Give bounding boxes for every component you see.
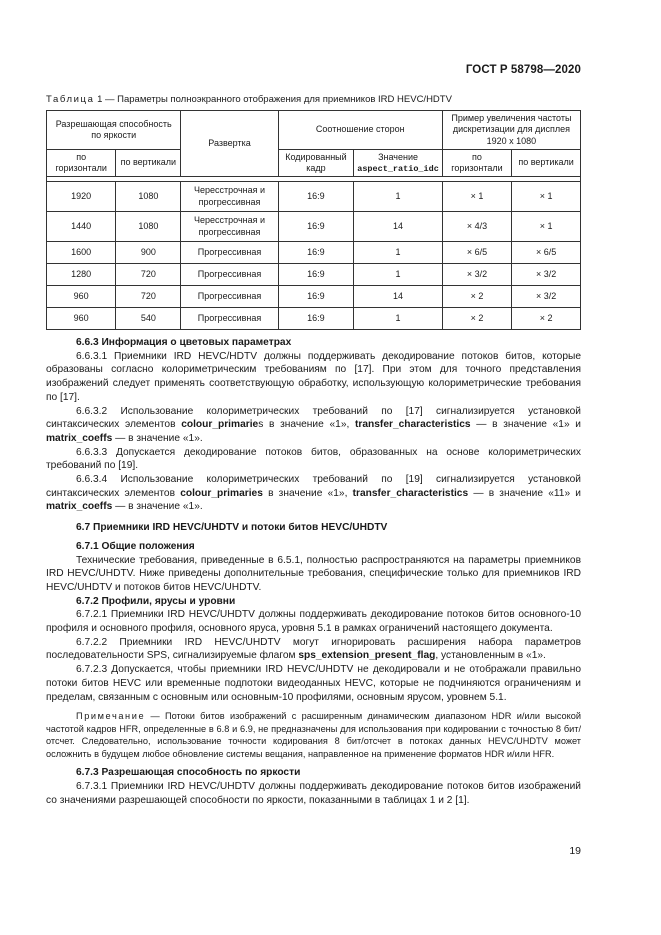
- syntax-element: colour_primaries: [180, 487, 263, 499]
- cell-up-horizontal: × 3/2: [442, 264, 511, 286]
- cell-up-vertical: × 1: [512, 212, 581, 242]
- page-number: 19: [569, 845, 581, 857]
- cell-aspect-idc: 1: [354, 242, 443, 264]
- cell-aspect-idc: 1: [354, 308, 443, 330]
- text-run: 6.7.2.2 Приемники IRD HEVC/UHDTV могут игнорировать расширения набора параметров последовательности SPS, сигнализируемые флагом: [46, 636, 581, 662]
- table-row: [47, 182, 581, 212]
- cell-scan: Прогрессивная: [181, 264, 278, 286]
- header-up-horizontal: по горизонтали: [442, 150, 511, 177]
- cell-up-horizontal: × 4/3: [442, 212, 511, 242]
- cell-aspect-idc: 14: [354, 212, 443, 242]
- cell-up-vertical: × 6/5: [512, 242, 581, 264]
- cell-coded-frame: 16:9: [278, 264, 354, 286]
- cell-horizontal: 960: [47, 308, 116, 330]
- text-run: 6.6.3.2 Использование колориметрических требований по [17] сигнализируется установкой синтаксических элементов: [46, 405, 581, 431]
- cell-coded-frame: 16:9: [278, 182, 354, 212]
- note-label: Примечание: [76, 711, 146, 722]
- paragraph-6-7-2-3: 6.7.2.3 Допускается, чтобы приемники IRD HEVC/UHDTV не декодировали и не отображали правильно потоки битов HEVC или временные подпотоки видеоданных HEVC, которые не подчиняются ограничениям и пределам, связанным с основным или основным-10 профилями, основным ярусом, уровнем 5.1.: [46, 664, 581, 703]
- syntax-element: sps_extension_present_flag: [298, 650, 436, 662]
- cell-horizontal: 1920: [47, 182, 116, 212]
- cell-coded-frame: 16:9: [278, 308, 354, 330]
- cell-up-horizontal: × 2: [442, 286, 511, 308]
- table-caption-prefix: Таблица: [46, 94, 95, 105]
- text-run: — в значение «1».: [112, 501, 203, 513]
- header-coded-frame: Кодированный кадр: [278, 150, 354, 177]
- text-run: 6.6.3.4 Использование колориметрических требований по [19] сигнализируется установкой синтаксических элементов: [46, 474, 581, 499]
- document-body: [46, 336, 581, 807]
- cell-scan: Прогрессивная: [181, 286, 278, 308]
- section-6-7-2-heading: 6.7.2 Профили, ярусы и уровни: [76, 595, 236, 607]
- section-6-7-heading: 6.7 Приемники IRD HEVC/UHDTV и потоки битов HEVC/UHDTV: [76, 522, 388, 534]
- cell-vertical: 1080: [116, 212, 181, 242]
- cell-up-horizontal: × 6/5: [442, 242, 511, 264]
- header-scan: Развертка: [181, 111, 278, 177]
- table-caption-text: 1 — Параметры полноэкранного отображения для приемников IRD HEVC/HDTV: [94, 94, 452, 105]
- cell-coded-frame: 16:9: [278, 286, 354, 308]
- paragraph-6-6-3-2: [46, 405, 581, 446]
- cell-aspect-idc: 1: [354, 182, 443, 212]
- note: [46, 710, 581, 760]
- standard-code: ГОСТ Р 58798—2020: [465, 64, 581, 76]
- cell-up-horizontal: × 2: [442, 308, 511, 330]
- cell-scan: Чересстрочная и прогрессивная: [181, 182, 278, 212]
- cell-horizontal: 1440: [47, 212, 116, 242]
- text-run: s в значение «1»,: [258, 419, 356, 431]
- header-upscale-example: Пример увеличения частоты дискретизации для дисплея 1920 x 1080: [442, 111, 580, 150]
- table-row: [47, 286, 581, 308]
- syntax-element: matrix_coeffs: [46, 432, 113, 444]
- text-run: — в значение «11» и: [468, 487, 581, 499]
- header-aspect-value: Значение: [378, 151, 418, 162]
- paragraph-6-6-3-3: 6.6.3.3 Допускается декодирование потоков битов, образованных на основе колориметрических требований по [19].: [46, 446, 581, 472]
- cell-up-vertical: × 3/2: [512, 264, 581, 286]
- header-horizontal: по горизонтали: [47, 150, 116, 177]
- section-6-6-3-heading: 6.6.3 Информация о цветовых параметрах: [76, 337, 292, 348]
- cell-vertical: 540: [116, 308, 181, 330]
- cell-scan: Прогрессивная: [181, 242, 278, 264]
- table-row: [47, 264, 581, 286]
- cell-vertical: 720: [116, 264, 181, 286]
- text-run: — в значение «1».: [112, 432, 203, 444]
- note-text: — Потоки битов изображений с расширенным динамическим диапазоном HDR и/или высокой частотой кадров HFR, определенные в 6.8 и 6.9, не предназначены для использования при кодировании с точностью 8 бит/отсчет. Следовательно, использование точности кодирования 8 бит/отсчет в потоках данных HEVC/UHDTV может осложнить в будущем любое обновление системы вещания, направленное на применение форматов HDR и/или HFR.: [46, 711, 581, 759]
- text-run: , установленным в «1».: [435, 650, 546, 662]
- cell-horizontal: 960: [47, 286, 116, 308]
- cell-coded-frame: 16:9: [278, 242, 354, 264]
- header-vertical: по вертикали: [116, 150, 181, 177]
- paragraph-6-7-2-2: [46, 636, 581, 663]
- cell-aspect-idc: 1: [354, 264, 443, 286]
- cell-up-vertical: × 1: [512, 182, 581, 212]
- syntax-element: transfer_characteristics: [355, 419, 471, 431]
- cell-coded-frame: 16:9: [278, 212, 354, 242]
- display-parameters-table: [46, 110, 581, 330]
- cell-up-vertical: × 3/2: [512, 286, 581, 308]
- table-row: [47, 212, 581, 242]
- table-row: [47, 308, 581, 330]
- header-up-vertical: по вертикали: [512, 150, 581, 177]
- cell-vertical: 1080: [116, 182, 181, 212]
- cell-scan: Чересстрочная и прогрессивная: [181, 212, 278, 242]
- cell-horizontal: 1600: [47, 242, 116, 264]
- cell-vertical: 900: [116, 242, 181, 264]
- cell-vertical: 720: [116, 286, 181, 308]
- syntax-element: transfer_characteristics: [352, 487, 469, 499]
- cell-scan: Прогрессивная: [181, 308, 278, 330]
- syntax-element: matrix_coeffs: [46, 501, 113, 513]
- section-6-7-1-heading: 6.7.1 Общие положения: [76, 540, 195, 552]
- paragraph-6-7-1: Технические требования, приведенные в 6.5.1, полностью распространяются на параметры приемников IRD HEVC/UHDTV. Ниже приведены дополнительные требования, специфические только для приемников IRD HEVC/UHDTV и потоков битов HEVC/UHDTV.: [46, 554, 581, 593]
- section-6-7-3-heading: 6.7.3 Разрешающая способность по яркости: [76, 767, 301, 779]
- cell-aspect-idc: 14: [354, 286, 443, 308]
- paragraph-6-7-3-1: 6.7.3.1 Приемники IRD HEVC/UHDTV должны поддерживать декодирование потоков битов изображений со значениями разрешающей способности по яркости, показанными в таблицах 1 и 2 [1].: [46, 780, 581, 806]
- paragraph-6-7-2-1: 6.7.2.1 Приемники IRD HEVC/UHDTV должны поддерживать декодирование потоков битов основного-10 профиля и основного профиля, основного яруса, уровня 5.1 в рамках ограничений настоящего документа.: [46, 609, 581, 635]
- cell-up-horizontal: × 1: [442, 182, 511, 212]
- table-caption: [46, 94, 452, 105]
- table-row: [47, 242, 581, 264]
- header-aspect-idc: [354, 150, 443, 177]
- cell-horizontal: 1280: [47, 264, 116, 286]
- header-luma-resolution: Разрешающая способность по яркости: [47, 111, 181, 150]
- syntax-element: colour_primarie: [181, 419, 259, 431]
- text-run: — в значение «1» и: [470, 419, 581, 431]
- header-aspect-ratio: Соотношение сторон: [278, 111, 442, 150]
- paragraph-6-6-3-4: [46, 473, 581, 514]
- cell-up-vertical: × 2: [512, 308, 581, 330]
- header-aspect-idc-name: aspect_ratio_idc: [357, 163, 439, 174]
- paragraph-6-6-3-1: 6.6.3.1 Приемники IRD HEVC/HDTV должны поддерживать декодирование потоков битов, которые образованы согласно колориметрическим требованиям по [17]. При этом для точного представления изображений следует применять соответствующую обработку, использующую колориметрические требования по [17].: [46, 350, 581, 403]
- text-run: в значение «1»,: [262, 487, 353, 499]
